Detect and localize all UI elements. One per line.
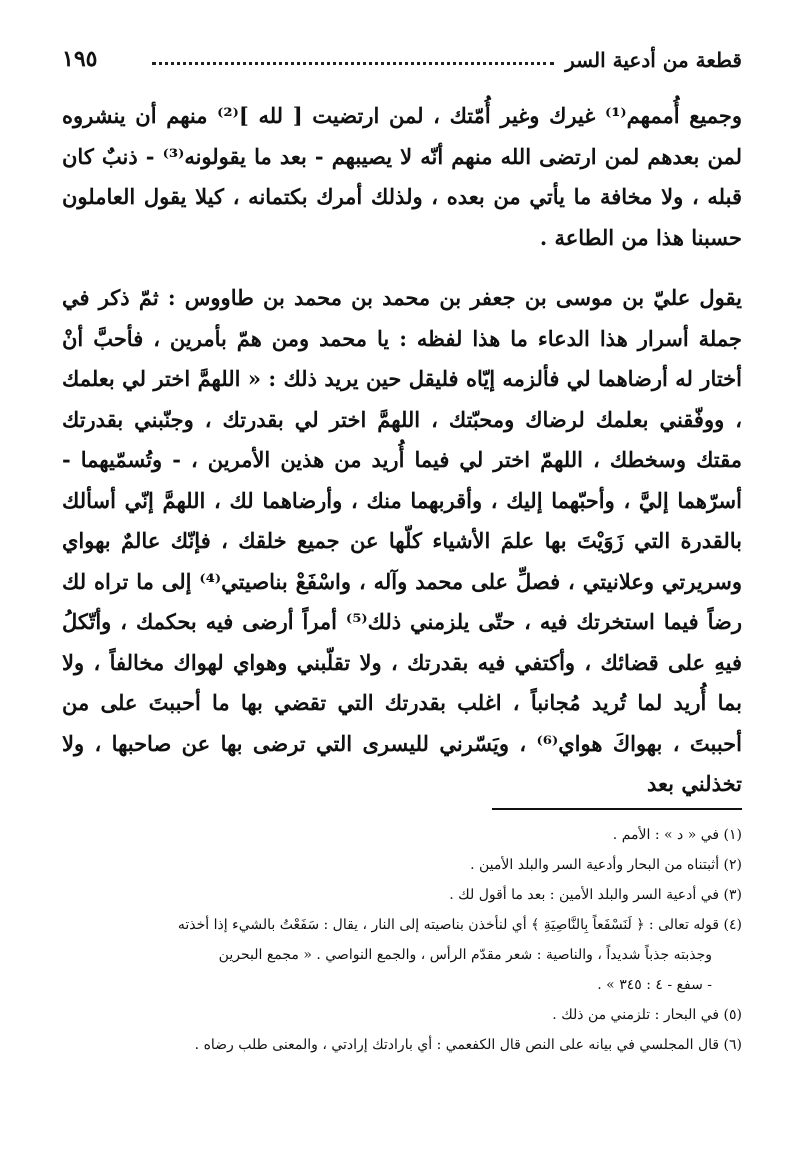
footnote-3: (٣) في أدعية السر والبلد الأمين : بعد ما أقول لك . [449,887,742,903]
footnotes [62,820,742,1060]
main-text [62,96,742,805]
footnote-1: (١) في « د » : الأمم . [612,827,742,843]
footnote-2: (٢) أثبتناه من البحار وأدعية السر والبلد الأمين . [470,857,742,873]
paragraph-continuation: وجميع أُممهم⁽¹⁾ غيرك وغير أُمّتك ، لمن ارتضيت [ لله ]⁽²⁾ منهم أن ينشروه لمن بعدهم لمن ارتضى الله منهم أنّه لا يصيبهم - بعد ما يقولونه⁽³⁾ - ذنبٌ كان قبله ، ولا مخافة ما يأتي من بعده ، ولذلك أمرك بكتمانه ، كيلا يقول العاملون حسبنا هذا من الطاعة . [62,103,742,250]
running-title: قطعة من أدعية السر [565,48,742,72]
footnote-6: (٦) قال المجلسي في بيانه على النص قال الكفعمي : أي بارادتك إرادتي ، والمعنى طلب رضاه . [194,1037,742,1053]
footnote-4-continued: وجذبته جذباً شديداً ، والناصية : شعر مقدّم الرأس ، والجمع النواصي . « مجمع البحرين [218,947,712,963]
footnote-5: (٥) في البحار : تلزمني من ذلك . [552,1007,742,1023]
footnote-separator [492,808,742,810]
footnote-4-reference: - سفع - ٤ : ٣٤٥ » . [597,977,712,993]
footnote-4: (٤) قوله تعالى : ﴿ لَنَسْفَعاً بِالنَّاصِيَةِ ﴾ أي لنأخذن بناصيته إلى النار ، يقال : سَفَعْتُ بالشيء إذا أخذته [177,917,742,933]
book-page [62,0,742,1166]
page-number: ١٩٥ [62,46,98,72]
dotted-leader [152,62,554,65]
paragraph-prayer: يقول عليّ بن موسى بن جعفر بن محمد بن محمد بن طاووس : ثمّ ذكر في جملة أسرار هذا الدعاء ما هذا لفظه : يا محمد ومن همّ بأمرين ، فأحبَّ أنْ أختار له أرضاهما لي فألزمه إيّاه فليقل حين يريد ذلك : « اللهمَّ اختر لي بعلمك ، ووفّقني بعلمك لرضاك ومحبّتك ، اللهمَّ اختر لي بقدرتك ، وجنّبني بقدرتك مقتك وسخطك ، اللهمّ اختر لي فيما أُريد من هذين الأمرين ، - وتُسمّيهما - أسرّهما إليَّ ، وأحبّهما إليك ، وأقربهما منك ، وأرضاهما لك ، اللهمَّ إنّي أسألك بالقدرة التي زَوَيْتَ بها علمَ الأشياء كلّها عن جميع خلقك ، فإنّك عالمٌ بهواي وسريرتي وعلانيتي ، فصلِّ على محمد وآله ، واسْفَعْ بناصيتي⁽⁴⁾ إلى ما تراه لك رضاً فيما استخرتك فيه ، حتّى يلزمني ذلك⁽⁵⁾ أمراً أرضى فيه بحكمك ، وأتّكلُ فيهِ على قضائك ، وأكتفي فيه بقدرتك ، ولا تقلّبني وهواي لهواك مخالفاً ، ولا بما أُريد لما تُريد مُجانباً ، اغلب بقدرتك التي تقضي بها ما أحببتَ على من أحببتَ ، بهواكَ هواي⁽⁶⁾ ، ويَسّرني لليسرى التي ترضى بها عن صاحبها ، ولا تخذلني بعد [62,285,743,796]
running-header [62,44,742,78]
